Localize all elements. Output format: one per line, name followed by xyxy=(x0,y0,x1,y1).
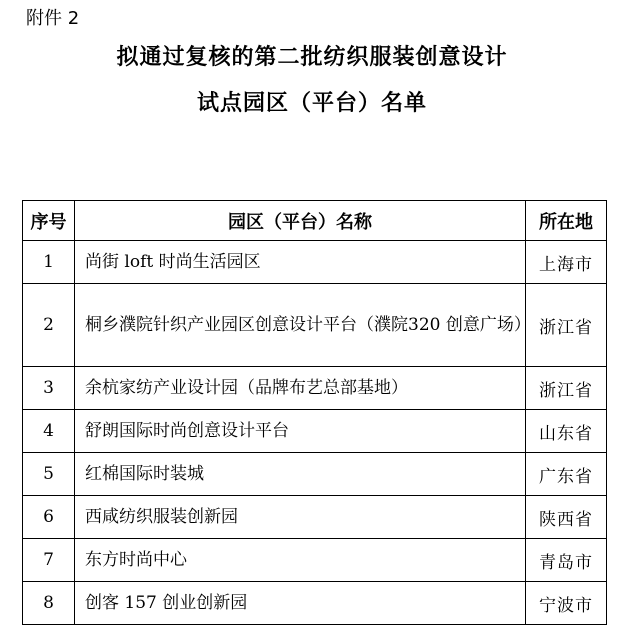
row-park-name: 桐乡濮院针织产业园区创意设计平台（濮院320 创意广场） xyxy=(75,284,526,367)
row-location: 广东省 xyxy=(526,453,607,496)
table-row xyxy=(23,453,607,496)
row-number: 7 xyxy=(23,539,75,582)
column-header-location: 所在地 xyxy=(526,201,607,241)
row-park-name: 红棉国际时装城 xyxy=(75,453,526,496)
table-row xyxy=(23,241,607,284)
row-location: 山东省 xyxy=(526,410,607,453)
table-row xyxy=(23,284,607,367)
row-location: 浙江省 xyxy=(526,284,607,367)
row-location: 陕西省 xyxy=(526,496,607,539)
row-number: 6 xyxy=(23,496,75,539)
table-header-row xyxy=(23,201,607,241)
row-park-name: 尚街 loft 时尚生活园区 xyxy=(75,241,526,284)
park-list-table xyxy=(22,200,607,625)
row-park-name: 余杭家纺产业设计园（品牌布艺总部基地） xyxy=(75,367,526,410)
row-location: 宁波市 xyxy=(526,582,607,625)
row-number: 5 xyxy=(23,453,75,496)
row-number: 3 xyxy=(23,367,75,410)
column-header-name: 园区（平台）名称 xyxy=(75,201,526,241)
row-park-name: 舒朗国际时尚创意设计平台 xyxy=(75,410,526,453)
table-row xyxy=(23,367,607,410)
column-header-number: 序号 xyxy=(23,201,75,241)
row-park-name: 创客 157 创业创新园 xyxy=(75,582,526,625)
row-number: 8 xyxy=(23,582,75,625)
row-number: 2 xyxy=(23,284,75,367)
row-number: 1 xyxy=(23,241,75,284)
table-row xyxy=(23,582,607,625)
table-row xyxy=(23,539,607,582)
row-park-name: 东方时尚中心 xyxy=(75,539,526,582)
row-location: 浙江省 xyxy=(526,367,607,410)
row-park-name: 西咸纺织服装创新园 xyxy=(75,496,526,539)
table-row xyxy=(23,496,607,539)
row-location: 上海市 xyxy=(526,241,607,284)
table-row xyxy=(23,410,607,453)
document-title-line-1: 拟通过复核的第二批纺织服装创意设计 xyxy=(116,45,508,70)
row-location: 青岛市 xyxy=(526,539,607,582)
document-title-line-2: 试点园区（平台）名单 xyxy=(196,91,427,116)
attachment-label: 附件 2 xyxy=(26,8,80,29)
row-number: 4 xyxy=(23,410,75,453)
